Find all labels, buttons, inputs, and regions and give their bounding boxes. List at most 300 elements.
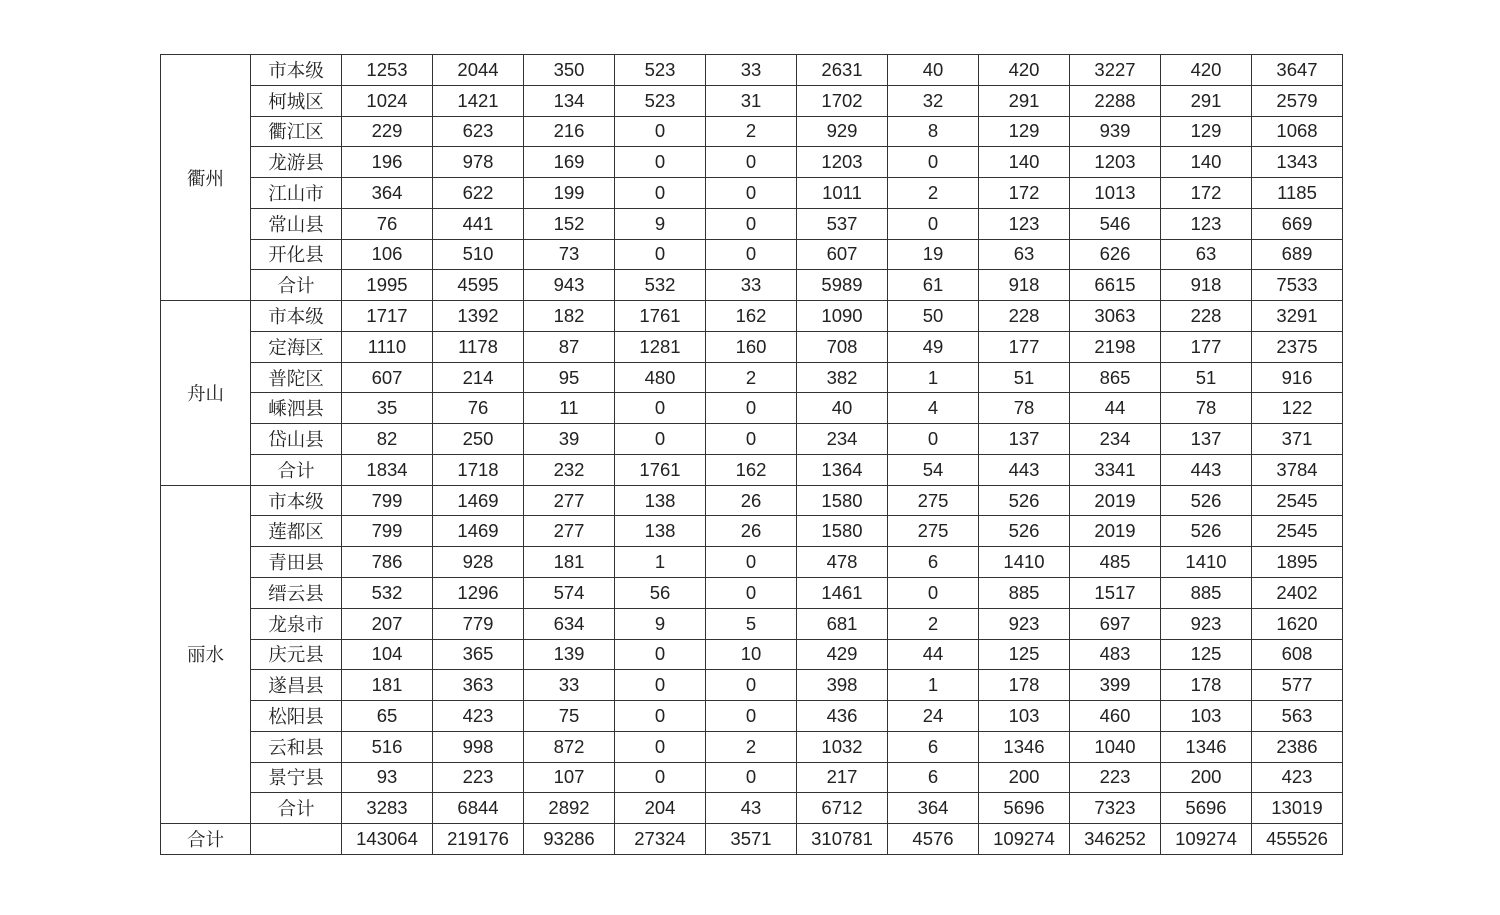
district-cell: 常山县 (251, 208, 342, 239)
value-cell: 107 (524, 762, 615, 793)
table-row (161, 270, 1343, 301)
value-cell: 181 (342, 670, 433, 701)
value-cell: 123 (1161, 208, 1252, 239)
value-cell: 0 (615, 178, 706, 209)
value-cell: 138 (615, 516, 706, 547)
value-cell: 26 (706, 516, 797, 547)
value-cell: 537 (797, 208, 888, 239)
region-cell: 丽水 (161, 485, 251, 823)
value-cell: 0 (706, 547, 797, 578)
grand-total-value-cell: 3571 (706, 824, 797, 855)
value-cell: 364 (342, 178, 433, 209)
value-cell: 82 (342, 424, 433, 455)
value-cell: 3647 (1252, 55, 1343, 86)
value-cell: 865 (1070, 362, 1161, 393)
value-cell: 485 (1070, 547, 1161, 578)
value-cell: 2892 (524, 793, 615, 824)
value-cell: 275 (888, 516, 979, 547)
value-cell: 626 (1070, 239, 1161, 270)
value-cell: 0 (706, 178, 797, 209)
value-cell: 291 (1161, 85, 1252, 116)
value-cell: 43 (706, 793, 797, 824)
value-cell: 125 (1161, 639, 1252, 670)
value-cell: 0 (706, 239, 797, 270)
value-cell: 2 (888, 178, 979, 209)
value-cell: 250 (433, 424, 524, 455)
value-cell: 0 (615, 116, 706, 147)
value-cell: 39 (524, 424, 615, 455)
value-cell: 44 (1070, 393, 1161, 424)
value-cell: 76 (433, 393, 524, 424)
value-cell: 399 (1070, 670, 1161, 701)
value-cell: 216 (524, 116, 615, 147)
value-cell: 607 (342, 362, 433, 393)
value-cell: 196 (342, 147, 433, 178)
value-cell: 0 (615, 731, 706, 762)
value-cell: 923 (979, 608, 1070, 639)
value-cell: 2375 (1252, 331, 1343, 362)
value-cell: 441 (433, 208, 524, 239)
value-cell: 0 (706, 578, 797, 609)
value-cell: 5 (706, 608, 797, 639)
value-cell: 1281 (615, 331, 706, 362)
district-cell: 松阳县 (251, 701, 342, 732)
value-cell: 122 (1252, 393, 1343, 424)
district-cell: 衢江区 (251, 116, 342, 147)
value-cell: 11 (524, 393, 615, 424)
value-cell: 2631 (797, 55, 888, 86)
value-cell: 916 (1252, 362, 1343, 393)
value-cell: 32 (888, 85, 979, 116)
value-cell: 1702 (797, 85, 888, 116)
value-cell: 0 (888, 578, 979, 609)
value-cell: 577 (1252, 670, 1343, 701)
grand-total-blank-cell (251, 824, 342, 855)
value-cell: 152 (524, 208, 615, 239)
value-cell: 6 (888, 762, 979, 793)
table-row (161, 239, 1343, 270)
value-cell: 1203 (1070, 147, 1161, 178)
value-cell: 885 (979, 578, 1070, 609)
value-cell: 33 (524, 670, 615, 701)
district-cell: 青田县 (251, 547, 342, 578)
value-cell: 75 (524, 701, 615, 732)
value-cell: 49 (888, 331, 979, 362)
value-cell: 939 (1070, 116, 1161, 147)
district-cell: 市本级 (251, 301, 342, 332)
grand-total-value-cell: 143064 (342, 824, 433, 855)
grand-total-value-cell: 4576 (888, 824, 979, 855)
table-row (161, 639, 1343, 670)
value-cell: 6 (888, 731, 979, 762)
grand-total-value-cell: 109274 (1161, 824, 1252, 855)
value-cell: 223 (1070, 762, 1161, 793)
value-cell: 943 (524, 270, 615, 301)
value-cell: 4595 (433, 270, 524, 301)
value-cell: 622 (433, 178, 524, 209)
value-cell: 429 (797, 639, 888, 670)
value-cell: 516 (342, 731, 433, 762)
value-cell: 1090 (797, 301, 888, 332)
table-row (161, 701, 1343, 732)
value-cell: 1620 (1252, 608, 1343, 639)
district-cell: 龙游县 (251, 147, 342, 178)
table-row (161, 424, 1343, 455)
value-cell: 0 (706, 424, 797, 455)
value-cell: 223 (433, 762, 524, 793)
value-cell: 460 (1070, 701, 1161, 732)
value-cell: 2019 (1070, 516, 1161, 547)
table-row (161, 55, 1343, 86)
value-cell: 918 (1161, 270, 1252, 301)
value-cell: 160 (706, 331, 797, 362)
value-cell: 1895 (1252, 547, 1343, 578)
value-cell: 177 (1161, 331, 1252, 362)
value-cell: 200 (1161, 762, 1252, 793)
value-cell: 103 (979, 701, 1070, 732)
value-cell: 217 (797, 762, 888, 793)
value-cell: 1013 (1070, 178, 1161, 209)
value-cell: 65 (342, 701, 433, 732)
value-cell: 708 (797, 331, 888, 362)
value-cell: 634 (524, 608, 615, 639)
value-cell: 204 (615, 793, 706, 824)
value-cell: 291 (979, 85, 1070, 116)
value-cell: 140 (979, 147, 1070, 178)
value-cell: 1 (888, 362, 979, 393)
value-cell: 3341 (1070, 454, 1161, 485)
value-cell: 228 (1161, 301, 1252, 332)
value-cell: 1392 (433, 301, 524, 332)
value-cell: 2402 (1252, 578, 1343, 609)
value-cell: 1718 (433, 454, 524, 485)
value-cell: 54 (888, 454, 979, 485)
value-cell: 232 (524, 454, 615, 485)
value-cell: 234 (797, 424, 888, 455)
table-row (161, 178, 1343, 209)
district-cell: 市本级 (251, 485, 342, 516)
value-cell: 0 (615, 670, 706, 701)
district-cell: 合计 (251, 454, 342, 485)
value-cell: 2044 (433, 55, 524, 86)
value-cell: 0 (615, 701, 706, 732)
value-cell: 5696 (1161, 793, 1252, 824)
value-cell: 929 (797, 116, 888, 147)
value-cell: 1761 (615, 454, 706, 485)
table-row (161, 393, 1343, 424)
value-cell: 1580 (797, 516, 888, 547)
table-row (161, 116, 1343, 147)
value-cell: 172 (979, 178, 1070, 209)
value-cell: 1421 (433, 85, 524, 116)
district-cell: 庆元县 (251, 639, 342, 670)
value-cell: 95 (524, 362, 615, 393)
value-cell: 2 (706, 362, 797, 393)
value-cell: 277 (524, 516, 615, 547)
value-cell: 365 (433, 639, 524, 670)
table-row (161, 578, 1343, 609)
value-cell: 1469 (433, 516, 524, 547)
value-cell: 532 (615, 270, 706, 301)
value-cell: 1253 (342, 55, 433, 86)
value-cell: 1346 (979, 731, 1070, 762)
value-cell: 5989 (797, 270, 888, 301)
table-row (161, 608, 1343, 639)
value-cell: 56 (615, 578, 706, 609)
value-cell: 63 (979, 239, 1070, 270)
value-cell: 129 (979, 116, 1070, 147)
value-cell: 61 (888, 270, 979, 301)
value-cell: 998 (433, 731, 524, 762)
value-cell: 182 (524, 301, 615, 332)
grand-total-value-cell: 310781 (797, 824, 888, 855)
value-cell: 6712 (797, 793, 888, 824)
value-cell: 363 (433, 670, 524, 701)
value-cell: 0 (615, 762, 706, 793)
grand-total-row (161, 824, 1343, 855)
value-cell: 483 (1070, 639, 1161, 670)
value-cell: 546 (1070, 208, 1161, 239)
value-cell: 33 (706, 55, 797, 86)
value-cell: 623 (433, 116, 524, 147)
value-cell: 1032 (797, 731, 888, 762)
value-cell: 6844 (433, 793, 524, 824)
value-cell: 1469 (433, 485, 524, 516)
value-cell: 139 (524, 639, 615, 670)
value-cell: 1178 (433, 331, 524, 362)
value-cell: 1343 (1252, 147, 1343, 178)
value-cell: 918 (979, 270, 1070, 301)
value-cell: 93 (342, 762, 433, 793)
value-cell: 0 (615, 393, 706, 424)
table-row (161, 485, 1343, 516)
district-cell: 龙泉市 (251, 608, 342, 639)
value-cell: 140 (1161, 147, 1252, 178)
value-cell: 443 (979, 454, 1070, 485)
value-cell: 3283 (342, 793, 433, 824)
value-cell: 199 (524, 178, 615, 209)
value-cell: 885 (1161, 578, 1252, 609)
value-cell: 63 (1161, 239, 1252, 270)
value-cell: 1185 (1252, 178, 1343, 209)
table-row (161, 793, 1343, 824)
district-cell: 云和县 (251, 731, 342, 762)
value-cell: 1364 (797, 454, 888, 485)
value-cell: 1717 (342, 301, 433, 332)
value-cell: 2198 (1070, 331, 1161, 362)
value-cell: 228 (979, 301, 1070, 332)
value-cell: 574 (524, 578, 615, 609)
value-cell: 234 (1070, 424, 1161, 455)
table-row (161, 547, 1343, 578)
value-cell: 6 (888, 547, 979, 578)
value-cell: 510 (433, 239, 524, 270)
value-cell: 1834 (342, 454, 433, 485)
value-cell: 1761 (615, 301, 706, 332)
grand-total-value-cell: 27324 (615, 824, 706, 855)
value-cell: 78 (979, 393, 1070, 424)
value-cell: 532 (342, 578, 433, 609)
value-cell: 480 (615, 362, 706, 393)
table-body (161, 55, 1343, 855)
value-cell: 7323 (1070, 793, 1161, 824)
value-cell: 137 (1161, 424, 1252, 455)
value-cell: 0 (888, 424, 979, 455)
value-cell: 978 (433, 147, 524, 178)
value-cell: 1203 (797, 147, 888, 178)
district-cell: 柯城区 (251, 85, 342, 116)
table-row (161, 85, 1343, 116)
value-cell: 10 (706, 639, 797, 670)
district-cell: 定海区 (251, 331, 342, 362)
value-cell: 0 (888, 208, 979, 239)
value-cell: 779 (433, 608, 524, 639)
value-cell: 50 (888, 301, 979, 332)
value-cell: 0 (615, 639, 706, 670)
value-cell: 2 (888, 608, 979, 639)
district-cell: 岱山县 (251, 424, 342, 455)
value-cell: 40 (797, 393, 888, 424)
value-cell: 44 (888, 639, 979, 670)
value-cell: 1068 (1252, 116, 1343, 147)
value-cell: 1410 (979, 547, 1070, 578)
value-cell: 178 (1161, 670, 1252, 701)
value-cell: 138 (615, 485, 706, 516)
value-cell: 162 (706, 454, 797, 485)
value-cell: 2545 (1252, 516, 1343, 547)
value-cell: 681 (797, 608, 888, 639)
value-cell: 9 (615, 208, 706, 239)
district-cell: 普陀区 (251, 362, 342, 393)
table-row (161, 301, 1343, 332)
value-cell: 0 (706, 147, 797, 178)
table-row (161, 147, 1343, 178)
value-cell: 436 (797, 701, 888, 732)
table-row (161, 454, 1343, 485)
value-cell: 104 (342, 639, 433, 670)
table-row (161, 516, 1343, 547)
value-cell: 3784 (1252, 454, 1343, 485)
value-cell: 35 (342, 393, 433, 424)
value-cell: 3291 (1252, 301, 1343, 332)
value-cell: 799 (342, 485, 433, 516)
value-cell: 1461 (797, 578, 888, 609)
value-cell: 423 (1252, 762, 1343, 793)
value-cell: 207 (342, 608, 433, 639)
value-cell: 33 (706, 270, 797, 301)
value-cell: 13019 (1252, 793, 1343, 824)
value-cell: 350 (524, 55, 615, 86)
value-cell: 0 (706, 208, 797, 239)
value-cell: 1011 (797, 178, 888, 209)
value-cell: 1580 (797, 485, 888, 516)
value-cell: 382 (797, 362, 888, 393)
value-cell: 526 (979, 485, 1070, 516)
value-cell: 2545 (1252, 485, 1343, 516)
value-cell: 523 (615, 85, 706, 116)
grand-total-value-cell: 219176 (433, 824, 524, 855)
value-cell: 7533 (1252, 270, 1343, 301)
district-cell: 江山市 (251, 178, 342, 209)
value-cell: 420 (979, 55, 1070, 86)
table-row (161, 762, 1343, 793)
table-row (161, 331, 1343, 362)
district-cell: 嵊泗县 (251, 393, 342, 424)
value-cell: 31 (706, 85, 797, 116)
grand-total-value-cell: 346252 (1070, 824, 1161, 855)
value-cell: 78 (1161, 393, 1252, 424)
table-row (161, 208, 1343, 239)
table-row (161, 731, 1343, 762)
value-cell: 200 (979, 762, 1070, 793)
value-cell: 423 (433, 701, 524, 732)
value-cell: 9 (615, 608, 706, 639)
district-cell: 市本级 (251, 55, 342, 86)
value-cell: 0 (615, 239, 706, 270)
value-cell: 1110 (342, 331, 433, 362)
district-cell: 合计 (251, 793, 342, 824)
value-cell: 106 (342, 239, 433, 270)
value-cell: 669 (1252, 208, 1343, 239)
region-cell: 衢州 (161, 55, 251, 301)
value-cell: 799 (342, 516, 433, 547)
value-cell: 229 (342, 116, 433, 147)
value-cell: 1 (615, 547, 706, 578)
value-cell: 125 (979, 639, 1070, 670)
value-cell: 1024 (342, 85, 433, 116)
value-cell: 40 (888, 55, 979, 86)
value-cell: 2288 (1070, 85, 1161, 116)
value-cell: 76 (342, 208, 433, 239)
value-cell: 162 (706, 301, 797, 332)
value-cell: 0 (706, 762, 797, 793)
value-cell: 364 (888, 793, 979, 824)
value-cell: 1995 (342, 270, 433, 301)
value-cell: 1296 (433, 578, 524, 609)
value-cell: 928 (433, 547, 524, 578)
value-cell: 103 (1161, 701, 1252, 732)
value-cell: 0 (706, 670, 797, 701)
value-cell: 51 (1161, 362, 1252, 393)
value-cell: 607 (797, 239, 888, 270)
value-cell: 172 (1161, 178, 1252, 209)
value-cell: 689 (1252, 239, 1343, 270)
value-cell: 178 (979, 670, 1070, 701)
value-cell: 129 (1161, 116, 1252, 147)
value-cell: 19 (888, 239, 979, 270)
value-cell: 1 (888, 670, 979, 701)
district-cell: 景宁县 (251, 762, 342, 793)
value-cell: 371 (1252, 424, 1343, 455)
value-cell: 0 (706, 701, 797, 732)
value-cell: 872 (524, 731, 615, 762)
value-cell: 177 (979, 331, 1070, 362)
value-cell: 214 (433, 362, 524, 393)
table-row (161, 670, 1343, 701)
grand-total-value-cell: 109274 (979, 824, 1070, 855)
region-cell: 舟山 (161, 301, 251, 486)
district-cell: 开化县 (251, 239, 342, 270)
value-cell: 73 (524, 239, 615, 270)
grand-total-label: 合计 (161, 824, 251, 855)
value-cell: 443 (1161, 454, 1252, 485)
value-cell: 923 (1161, 608, 1252, 639)
value-cell: 563 (1252, 701, 1343, 732)
value-cell: 169 (524, 147, 615, 178)
value-cell: 8 (888, 116, 979, 147)
value-cell: 6615 (1070, 270, 1161, 301)
district-cell: 遂昌县 (251, 670, 342, 701)
